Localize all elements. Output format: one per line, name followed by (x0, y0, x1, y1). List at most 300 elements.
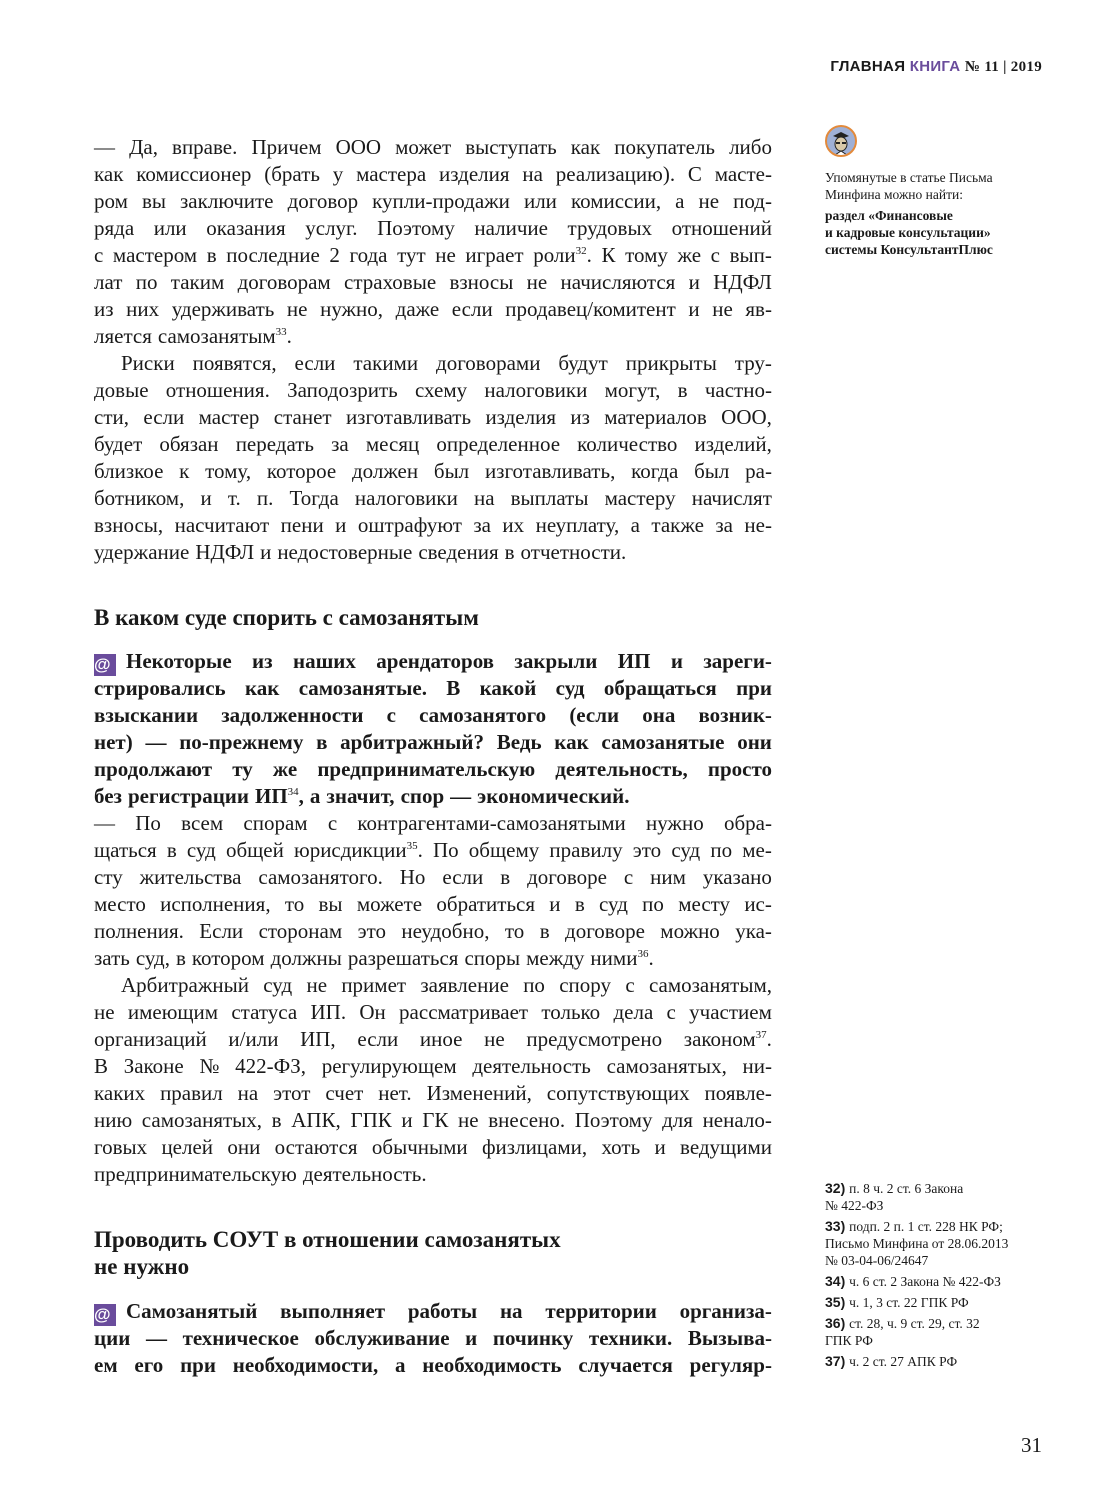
word: взносы (449, 270, 514, 294)
paragraph (94, 350, 772, 566)
word: ними$^{36}$. (590, 946, 654, 970)
word: как (570, 135, 601, 159)
word: Ведь (496, 730, 542, 754)
word: неуплату, (535, 513, 620, 537)
paragraph (94, 972, 772, 1188)
word: и (401, 1108, 413, 1132)
word: просто (707, 757, 772, 781)
word: исполнения, (160, 892, 271, 916)
word: договоре (565, 919, 645, 943)
word: общему (468, 838, 540, 862)
word: изготавливать (345, 405, 472, 429)
word: ряда (94, 216, 135, 240)
text-line (94, 404, 772, 431)
word: какой (479, 676, 537, 700)
word: количество (577, 432, 678, 456)
word: рассматривает (399, 1000, 529, 1024)
word: хоть (601, 1135, 641, 1159)
word: можно (660, 919, 720, 943)
word: может (395, 135, 452, 159)
word: техническое (182, 1326, 299, 1350)
word: с (327, 811, 338, 835)
answer (94, 810, 772, 972)
word: будут (558, 351, 608, 375)
word: между (526, 946, 585, 970)
word: с (625, 973, 635, 997)
word: них (126, 297, 160, 321)
word: ме- (742, 838, 772, 862)
word: выступать (465, 135, 557, 159)
word: а (309, 784, 321, 808)
text-line (94, 323, 772, 350)
text-line (94, 945, 772, 972)
word: продавец/комитент (505, 297, 676, 321)
word: самозанятых, (606, 1054, 727, 1078)
footnote-number: 32) (825, 1180, 850, 1196)
word: его (134, 1353, 164, 1377)
word: когда (631, 459, 679, 483)
word: договор (287, 189, 359, 213)
word: нужно (645, 811, 704, 835)
word: Изменений, (426, 1081, 532, 1105)
word: она (642, 703, 676, 727)
word: (если (569, 703, 620, 727)
footnote-ref[interactable]: 37 (755, 1029, 767, 1041)
word: то (504, 919, 525, 943)
word: довые (94, 378, 149, 402)
word: они (737, 730, 772, 754)
word: Поэтому (377, 216, 455, 240)
word: мастером (112, 243, 198, 267)
word: в (500, 865, 511, 889)
word: и (688, 297, 700, 321)
word: ром (94, 189, 128, 213)
word: к (179, 459, 190, 483)
word: играет (465, 243, 524, 267)
text-line (94, 458, 772, 485)
word: налоговики (354, 486, 458, 510)
word: сти, (94, 405, 129, 429)
word: заключите (180, 189, 274, 213)
word: и (260, 540, 272, 564)
word: п. (256, 486, 274, 510)
footnote-number: 33) (825, 1218, 850, 1234)
word: ООО (335, 135, 382, 159)
brand-main: ГЛАВНАЯ (830, 58, 906, 75)
word: Поэтому (574, 1108, 653, 1132)
word: страховые (344, 270, 437, 294)
word: ГПК (350, 1108, 392, 1132)
text-line (94, 431, 772, 458)
word: как (554, 730, 589, 754)
word: изделия (485, 405, 556, 429)
word: месяц (365, 432, 420, 456)
word: обра- (723, 811, 772, 835)
word: вып- (729, 243, 772, 267)
word: регулирующем (321, 1054, 457, 1078)
word: целей (161, 1135, 214, 1159)
text-line (94, 1161, 772, 1188)
word: ненало- (702, 1108, 772, 1132)
paragraph (94, 134, 772, 350)
word: из (252, 649, 273, 673)
word: зать (94, 946, 130, 970)
word: могут, (604, 378, 661, 402)
question (94, 1298, 772, 1379)
word: услуг. (305, 216, 358, 240)
word: договорам (237, 270, 331, 294)
footnote-ref[interactable]: 32 (575, 245, 587, 257)
word: изделий, (694, 432, 772, 456)
word: щаться (94, 838, 157, 862)
word: суд, (135, 946, 170, 970)
word: же (272, 757, 298, 781)
footnote (825, 1315, 1055, 1349)
word: не (526, 270, 548, 294)
word: это (632, 838, 662, 862)
word: они (227, 1135, 261, 1159)
word: Заподозрить (287, 378, 398, 402)
text-line (94, 1298, 772, 1325)
word: в (166, 838, 177, 862)
word: и (688, 270, 700, 294)
word: передать (235, 432, 315, 456)
word: года (349, 243, 388, 267)
word: если (357, 1027, 399, 1051)
word: предпринимательскую (317, 757, 536, 781)
word: купли-продажи (372, 189, 510, 213)
word: появле- (704, 1081, 772, 1105)
sidebar-note-text (825, 169, 1055, 203)
word: обслуживание (314, 1326, 450, 1350)
word: на (473, 486, 495, 510)
word: ляется (94, 324, 152, 348)
word: яв- (745, 297, 772, 321)
word: деятельность. (302, 1162, 427, 1186)
footnotes (825, 1180, 1055, 1374)
word: ем (94, 1353, 118, 1377)
word: тру- (734, 351, 772, 375)
word: на (499, 1299, 523, 1323)
word: 422-ФЗ, (235, 1054, 307, 1078)
word: Законе (123, 1054, 184, 1078)
word: остаются (274, 1135, 358, 1159)
word: трудовых (567, 216, 653, 240)
word: не- (744, 513, 772, 537)
footnote-line: 33) подп. 2 п. 1 ст. 228 НК РФ; (825, 1218, 1003, 1234)
word: из (94, 297, 114, 321)
footnote-line: 36) ст. 28, ч. 9 ст. 29, ст. 32 (825, 1315, 980, 1331)
masthead (830, 58, 1042, 76)
word: и (670, 649, 683, 673)
footnote (825, 1353, 1055, 1370)
word: НДФЛ (713, 270, 772, 294)
word: определенное (436, 432, 561, 456)
question (94, 648, 772, 810)
word: в (206, 243, 217, 267)
word: полнения. (94, 919, 184, 943)
section-heading: В каком суде спорить с самозанятым (94, 605, 479, 630)
word: не (286, 297, 308, 321)
word: тому (625, 243, 668, 267)
word: с (94, 243, 104, 267)
word: такими (353, 351, 419, 375)
word: даже (395, 297, 440, 321)
word: близкое (94, 459, 164, 483)
issue-number: № 11 | 2019 (964, 59, 1042, 75)
word: В (94, 1054, 109, 1078)
text-line (94, 350, 772, 377)
word: как (94, 162, 124, 186)
word: или (523, 189, 557, 213)
word: — (145, 1326, 167, 1350)
word: территории (545, 1299, 657, 1323)
word: также (651, 513, 704, 537)
word: Причем (251, 135, 322, 159)
text-line (94, 215, 772, 242)
word: удержание (94, 540, 190, 564)
word: — (94, 135, 115, 159)
sidebar-note-source (825, 207, 1055, 258)
word: ра- (745, 459, 772, 483)
word: указано (702, 865, 772, 889)
word: каких (94, 1081, 146, 1105)
word: ту (232, 757, 253, 781)
word: их (502, 513, 525, 537)
word: при (180, 1353, 216, 1377)
word: По (135, 811, 161, 835)
word: дела (613, 1000, 654, 1024)
note-line: Упомянутые в статье Письма (825, 170, 993, 185)
word: для (662, 1108, 693, 1132)
word: можете (356, 892, 423, 916)
word: выплаты (510, 486, 589, 510)
word: частно- (704, 378, 772, 402)
word: на (237, 1081, 259, 1105)
word: нужно, (320, 297, 384, 321)
word: суд (599, 892, 628, 916)
word: по (642, 892, 664, 916)
word: т. (227, 486, 241, 510)
word: техники. (588, 1326, 673, 1350)
word: необходимости, (232, 1353, 379, 1377)
word: самозанятых, (141, 1108, 263, 1132)
word: не (712, 297, 733, 321)
word: № (199, 1054, 220, 1078)
word: задолженности (221, 703, 364, 727)
word: спорам (243, 811, 308, 835)
word: у (332, 162, 344, 186)
text-line (94, 1325, 772, 1352)
word: за (331, 432, 349, 456)
text-line (94, 188, 772, 215)
word: месту (678, 892, 731, 916)
word: а (675, 189, 685, 213)
text-line (94, 1026, 772, 1053)
word: если (143, 405, 185, 429)
word: счет (325, 1081, 364, 1105)
word: это (357, 919, 386, 943)
word: начислят (691, 486, 772, 510)
word: суд (186, 838, 216, 862)
text-line (94, 675, 772, 702)
word: в (504, 540, 515, 564)
word: деятельность (472, 1054, 591, 1078)
word: не (698, 189, 720, 213)
word: с (386, 703, 396, 727)
word: обязан (159, 432, 219, 456)
word: внесено. (488, 1108, 566, 1132)
word: в (677, 378, 688, 402)
word: покупатель (614, 135, 715, 159)
text-line (94, 1134, 772, 1161)
footnote-ref[interactable]: 36 (637, 948, 649, 960)
word: организа- (679, 1299, 772, 1323)
word: лат (94, 270, 123, 294)
word: суд (555, 676, 585, 700)
word: самозанятые (601, 730, 725, 754)
word: начисляются (560, 270, 676, 294)
word: комиссии, (570, 189, 662, 213)
word: сопутствующих (546, 1081, 690, 1105)
word: В (446, 676, 461, 700)
word: случается (578, 1353, 673, 1377)
text-line (94, 999, 772, 1026)
word: самозанятого (419, 703, 547, 727)
word: пени (280, 513, 324, 537)
word: починку (492, 1326, 574, 1350)
word: договоре (527, 865, 607, 889)
word: зареги- (703, 649, 772, 673)
word: взыскании (94, 703, 199, 727)
word: реализацию). (555, 162, 676, 186)
text-line (94, 296, 772, 323)
text-line (94, 729, 772, 756)
word: ведущими (680, 1135, 772, 1159)
word: ис- (744, 892, 772, 916)
word: ни- (742, 1054, 772, 1078)
heading-line: Проводить СОУТ в отношении самозанятых (94, 1227, 561, 1252)
word: К (601, 243, 616, 267)
word: за (473, 513, 491, 537)
word: налоговики (484, 378, 588, 402)
word: нет. (378, 1081, 412, 1105)
word: ИП. (310, 1000, 347, 1024)
word: взносы, (94, 513, 164, 537)
note-line: системы КонсультантПлюс (825, 242, 993, 257)
word: закрыли (514, 649, 598, 673)
footnote (825, 1218, 1055, 1269)
word: сведения (418, 540, 499, 564)
word: арбитражный? (340, 730, 485, 754)
word: участием (689, 1000, 772, 1024)
word: ИП (617, 649, 651, 673)
word: роли$^{32}$. (533, 243, 592, 267)
text-line (94, 161, 772, 188)
footnote-ref[interactable]: 33 (275, 326, 287, 338)
word: масте- (714, 162, 772, 186)
word: разрешаться (347, 946, 459, 970)
word: появятся, (192, 351, 277, 375)
text-line (94, 756, 772, 783)
word: за (715, 513, 733, 537)
word: заявление (420, 973, 509, 997)
word: Тогда (289, 486, 339, 510)
footnote-ref[interactable]: 35 (406, 840, 418, 852)
word: последние (226, 243, 320, 267)
word: в (539, 919, 550, 943)
word: не (484, 1027, 505, 1051)
word: говых (94, 1135, 148, 1159)
word: неудобно, (401, 919, 490, 943)
footnote-ref[interactable]: 34 (287, 786, 299, 798)
word: отношений (671, 216, 772, 240)
word: суд (263, 973, 293, 997)
word: экономический. (477, 784, 630, 808)
word: физлицами, (481, 1135, 588, 1159)
word: изготавливать, (484, 459, 616, 483)
footnote-line: № 422-ФЗ (825, 1198, 884, 1213)
footnote-line: Письмо Минфина от 28.06.2013 (825, 1236, 1009, 1251)
footnote-number: 35) (825, 1294, 850, 1310)
word: по (710, 838, 733, 862)
word: оштрафуют (357, 513, 462, 537)
word: не (306, 973, 328, 997)
word: котором (191, 946, 265, 970)
word: был (694, 459, 730, 483)
word: @ Самозанятый (94, 1299, 258, 1324)
word: с (666, 1000, 676, 1024)
section-heading (94, 1226, 561, 1280)
word: по (523, 973, 545, 997)
word: таким (170, 270, 225, 294)
email-question-icon: @ (94, 1304, 116, 1326)
word: недостоверные (277, 540, 413, 564)
note-line: Минфина можно найти: (825, 187, 963, 202)
professor-avatar-icon (825, 125, 857, 157)
word: в (271, 1108, 282, 1132)
word: не (435, 243, 456, 267)
word: Если (199, 919, 244, 943)
word: по (135, 270, 158, 294)
word: статуса (231, 1000, 298, 1024)
word: ним (650, 865, 686, 889)
word: С (687, 162, 702, 186)
word: обычными (371, 1135, 468, 1159)
word: спор (400, 784, 445, 808)
word: законом$^{37}$. (683, 1027, 772, 1051)
footnote-line: № 03-04-06/24647 (825, 1253, 929, 1268)
word: под- (733, 189, 772, 213)
word: прикрыты (625, 351, 717, 375)
word: деятельность, (555, 757, 688, 781)
word: вы (318, 892, 343, 916)
word: правил (160, 1081, 223, 1105)
text-line (94, 269, 772, 296)
page-number: 31 (1021, 1433, 1042, 1457)
word: был (433, 459, 470, 483)
word: Арбитражный (121, 973, 249, 997)
text-line (94, 837, 772, 864)
email-question-icon: @ (94, 654, 116, 676)
word: контрагентами-самозанятыми (357, 811, 626, 835)
word: из (570, 405, 590, 429)
word: продолжают (94, 757, 213, 781)
word: предпринимательскую (94, 1162, 297, 1186)
word: насчитают (174, 513, 270, 537)
word: не (94, 1000, 115, 1024)
text-line (94, 1107, 772, 1134)
